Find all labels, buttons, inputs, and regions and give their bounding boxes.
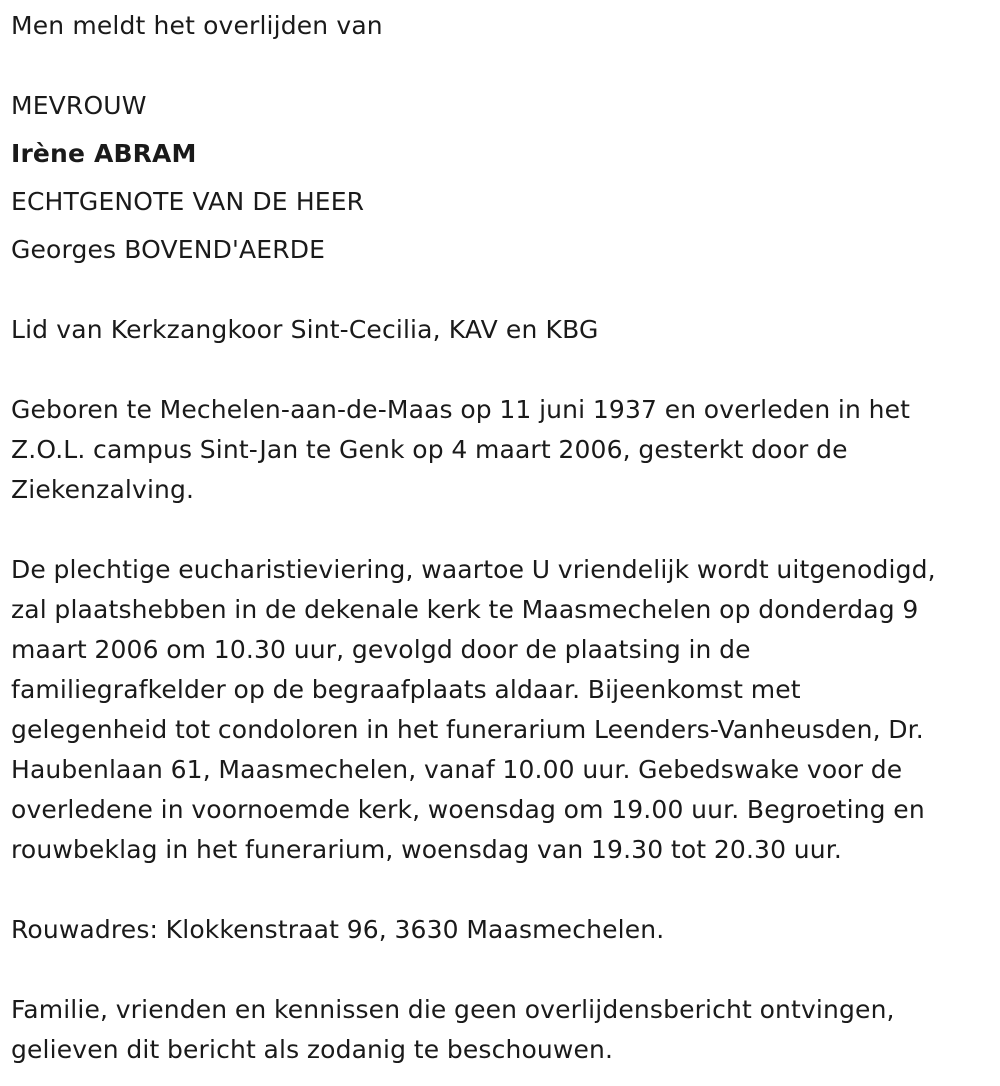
ceremony-line: rouwbeklag in het funerarium, woensdag van 19.30 tot 20.30 uur. xyxy=(11,835,842,864)
birth-death-line: Geboren te Mechelen-aan-de-Maas op 11 juni 1937 en overleden in het xyxy=(11,395,911,424)
memberships-text: Lid van Kerkzangkoor Sint-Cecilia, KAV en KBG xyxy=(11,315,599,344)
ceremony-line: gelegenheid tot condoloren in het funerarium Leenders-Vanheusden, Dr. xyxy=(11,715,924,744)
ceremony-line: De plechtige eucharistieviering, waartoe U vriendelijk wordt uitgenodigd, xyxy=(11,555,936,584)
birth-death-line: Z.O.L. campus Sint-Jan te Genk op 4 maart 2006, gesterkt door de xyxy=(11,435,848,464)
title-prefix: MEVROUW xyxy=(11,91,147,120)
ceremony-line: overledene in voornoemde kerk, woensdag om 19.00 uur. Begroeting en xyxy=(11,795,925,824)
ceremony-line: Haubenlaan 61, Maasmechelen, vanaf 10.00 uur. Gebedswake voor de xyxy=(11,755,903,784)
spouse-prefix: ECHTGENOTE VAN DE HEER xyxy=(11,187,365,216)
closing-line: gelieven dit bericht als zodanig te beschouwen. xyxy=(11,1035,614,1064)
address-text: Rouwadres: Klokkenstraat 96, 3630 Maasmechelen. xyxy=(11,915,665,944)
closing-paragraph xyxy=(11,990,996,1070)
ceremony-paragraph xyxy=(11,550,996,870)
closing-line: Familie, vrienden en kennissen die geen overlijdensbericht ontvingen, xyxy=(11,995,895,1024)
birth-death-paragraph xyxy=(11,390,996,510)
spouse-name: Georges BOVEND'AERDE xyxy=(11,235,326,264)
birth-death-line: Ziekenzalving. xyxy=(11,475,195,504)
ceremony-line: zal plaatshebben in de dekenale kerk te Maasmechelen op donderdag 9 xyxy=(11,595,919,624)
ceremony-line: familiegrafkelder op de begraafplaats aldaar. Bijeenkomst met xyxy=(11,675,801,704)
intro-text: Men meldt het overlijden van xyxy=(11,11,383,40)
deceased-name: Irène ABRAM xyxy=(11,139,197,168)
ceremony-line: maart 2006 om 10.30 uur, gevolgd door de plaatsing in de xyxy=(11,635,751,664)
address-paragraph xyxy=(11,910,996,950)
